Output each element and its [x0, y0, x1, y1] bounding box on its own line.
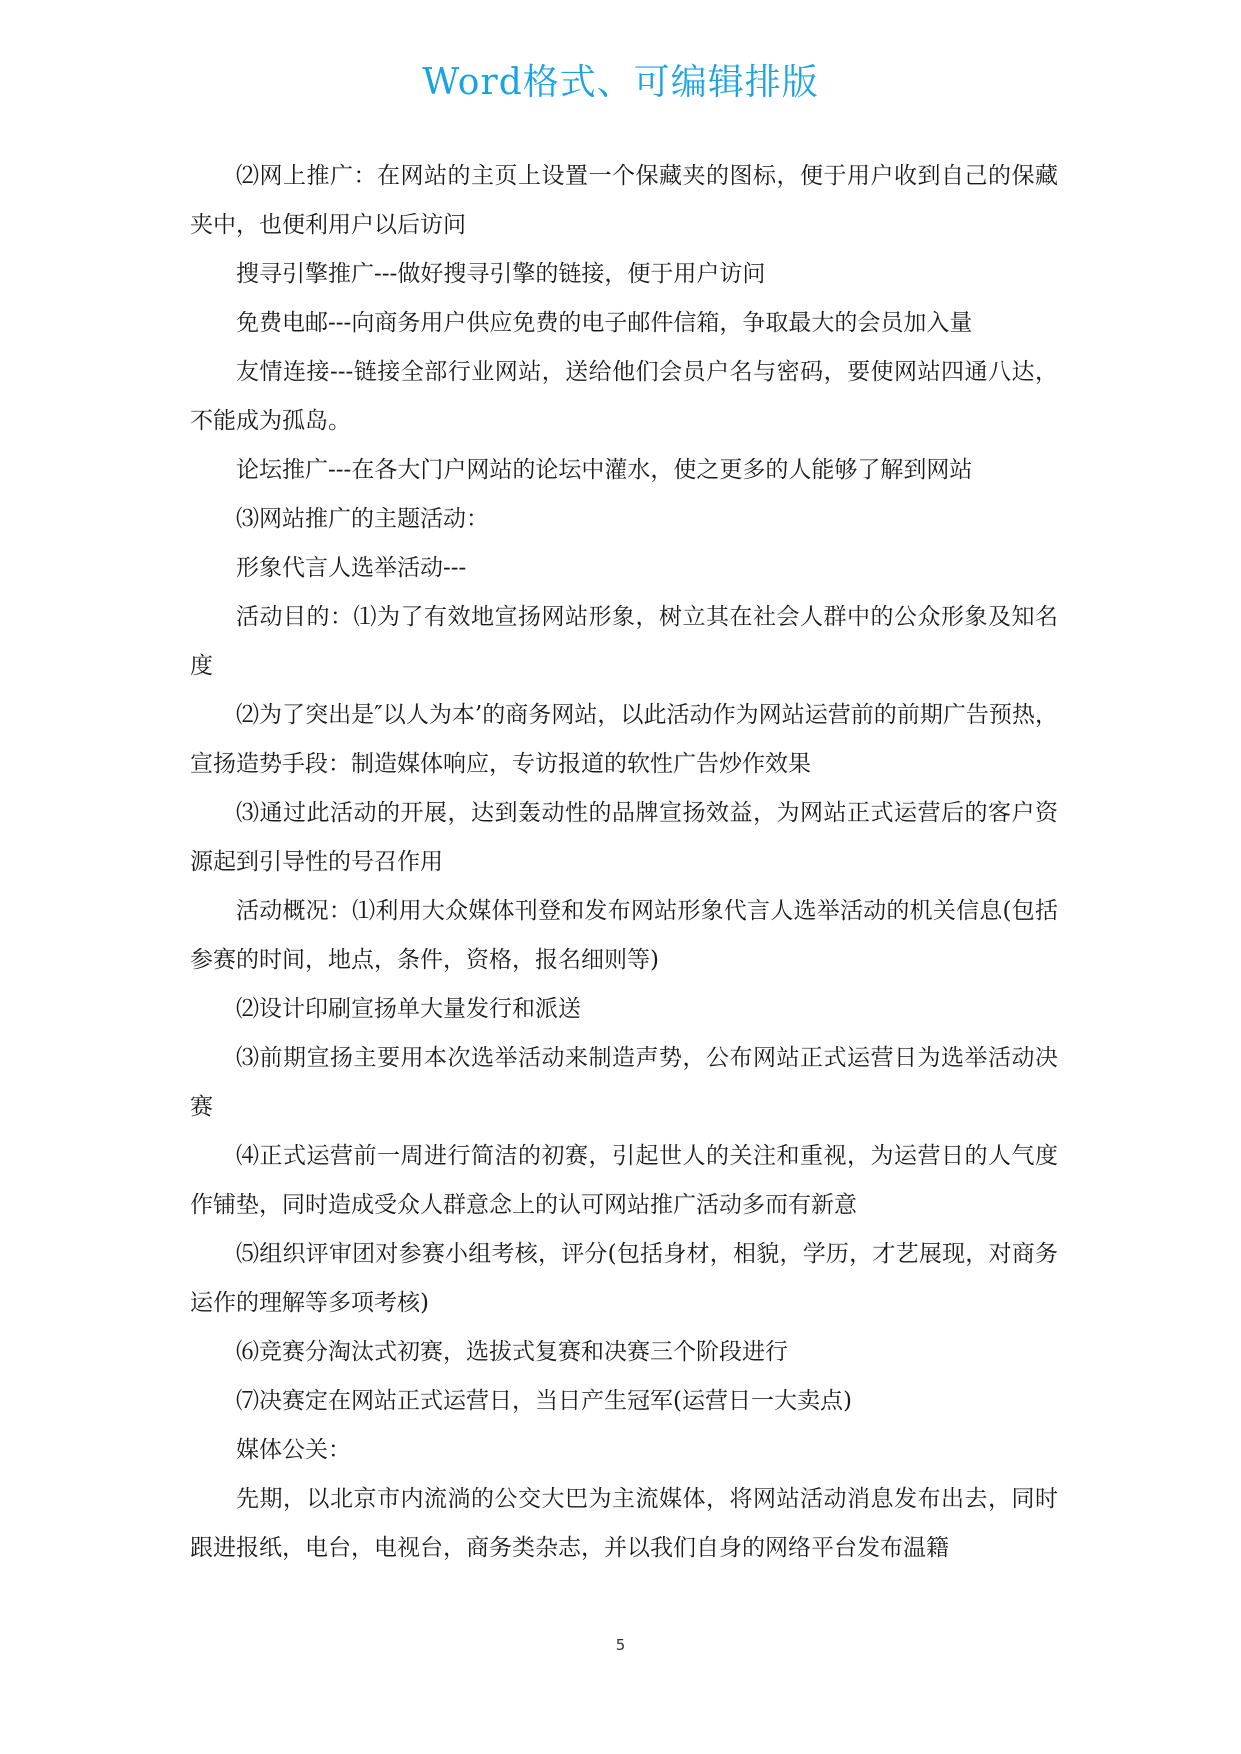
paragraph: ⑷正式运营前一周进行简洁的初赛，引起世人的关注和重视，为运营日的人气度作铺垫，同时造成受众人群意念上的认可网站推广活动多而有新意	[190, 1143, 1058, 1218]
page-header-title: Word格式、可编辑排版	[422, 62, 819, 103]
paragraph: 活动概况：⑴利用大众媒体刊登和发布网站形象代言人选举活动的机关信息(包括参赛的时间，地点，条件，资格，报名细则等)	[190, 898, 1058, 973]
paragraph: ⑸组织评审团对参赛小组考核，评分(包括身材，相貌，学历，才艺展现，对商务运作的理解等多项考核)	[190, 1241, 1058, 1316]
paragraph: 形象代言人选举活动---	[236, 555, 467, 581]
document-body	[190, 152, 1058, 1573]
paragraph: ⑶通过此活动的开展，达到轰动性的品牌宣扬效益，为网站正式运营后的客户资源起到引导性的号召作用	[190, 800, 1058, 875]
paragraph: ⑵设计印刷宣扬单大量发行和派送	[236, 996, 581, 1022]
paragraph: ⑵网上推广：在网站的主页上设置一个保藏夹的图标，便于用户收到自己的保藏夹中，也便利用户以后访问	[190, 163, 1058, 238]
paragraph: ⑹竞赛分淘汰式初赛，选拔式复赛和决赛三个阶段进行	[236, 1339, 788, 1365]
paragraph: 免费电邮---向商务用户供应免费的电子邮件信箱，争取最大的会员加入量	[236, 310, 973, 336]
paragraph: 搜寻引擎推广---做好搜寻引擎的链接，便于用户访问	[236, 261, 766, 287]
paragraph: 友情连接---链接全部行业网站，送给他们会员户名与密码，要使网站四通八达，不能成为孤岛。	[190, 359, 1058, 434]
paragraph: ⑵为了突出是″以人为本’的商务网站，以此活动作为网站运营前的前期广告预热，宣扬造势手段：制造媒体响应，专访报道的软性广告炒作效果	[190, 702, 1058, 777]
paragraph: 媒体公关：	[236, 1437, 351, 1463]
paragraph: 论坛推广---在各大门户网站的论坛中灌水，使之更多的人能够了解到网站	[236, 457, 973, 483]
page-number: 5	[615, 1636, 626, 1654]
paragraph: 活动目的：⑴为了有效地宣扬网站形象，树立其在社会人群中的公众形象及知名度	[190, 604, 1058, 679]
paragraph: ⑶网站推广的主题活动：	[236, 506, 489, 532]
paragraph: ⑶前期宣扬主要用本次选举活动来制造声势，公布网站正式运营日为选举活动决赛	[190, 1045, 1058, 1120]
paragraph: ⑺决赛定在网站正式运营日，当日产生冠军(运营日一大卖点)	[236, 1388, 852, 1414]
paragraph: 先期，以北京市内流淌的公交大巴为主流媒体，将网站活动消息发布出去，同时跟进报纸，电台，电视台，商务类杂志，并以我们自身的网络平台发布温籍	[190, 1486, 1058, 1561]
